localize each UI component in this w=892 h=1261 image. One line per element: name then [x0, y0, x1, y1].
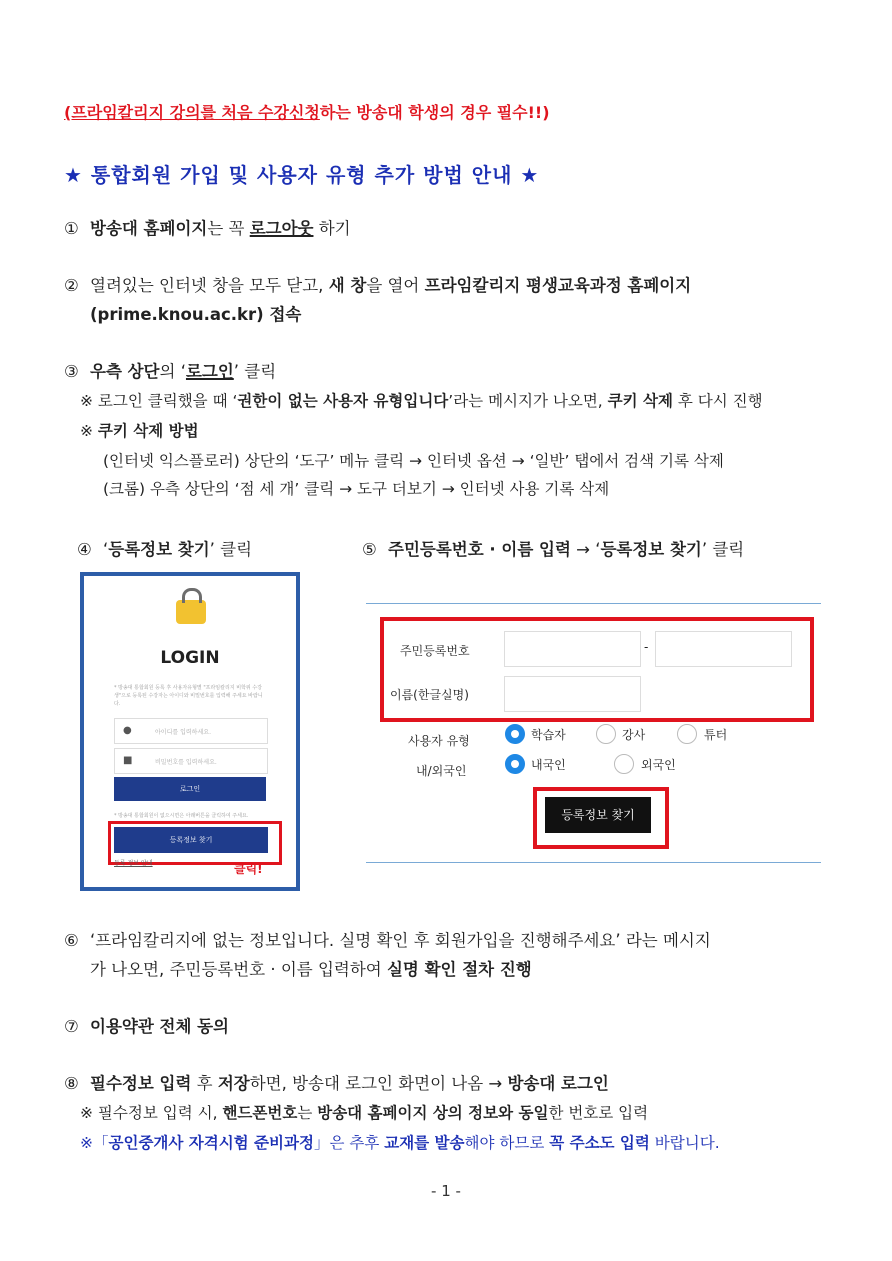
step-text: 저장	[217, 1074, 250, 1093]
step-1	[64, 214, 351, 243]
login-description: * 방송대 통합회원 등록 후 사용자유형별 "프라임칼리지 비학위 수강생"으로 등록된 수강자는 아이디와 비밀번호를 입력해 주세요 바랍니다.	[114, 685, 263, 707]
note-3b	[80, 417, 199, 446]
ssn-label: 주민등록번호	[400, 644, 470, 658]
ssn-second-input[interactable]	[655, 631, 792, 667]
note-text: 해야 하므로	[464, 1134, 550, 1152]
note-8b	[80, 1129, 720, 1158]
note-text: ’라는 메시지가 나오면,	[448, 392, 608, 410]
register-info-button[interactable]: 등록정보 찾기	[114, 827, 268, 853]
step-number: ④	[77, 540, 92, 559]
step-text: 하기	[313, 219, 351, 238]
note-text: 쿠키 삭제 방법	[97, 422, 199, 440]
notice-underlined: (프라임칼리지 강의를 처음 수강신청	[64, 103, 320, 122]
step-text: 후	[191, 1074, 218, 1093]
note-text: ※	[80, 422, 98, 440]
step-number: ⑦	[64, 1017, 79, 1036]
step-text: 주민등록번호 · 이름 입력	[388, 540, 571, 559]
id-input[interactable]	[114, 718, 268, 744]
step-text: 로그인	[185, 362, 234, 381]
foreign-label: 외국인	[641, 758, 676, 772]
step-text: ’ 클릭	[233, 362, 277, 381]
learner-label: 학습자	[531, 728, 566, 742]
step-text: ’ 클릭	[209, 540, 253, 559]
step-text: 이용약관 전체 동의	[90, 1017, 230, 1036]
step-text: 방송대 홈페이지	[90, 219, 208, 238]
note-3c: (인터넷 익스플로러) 상단의 ‘도구’ 메뉴 클릭 → 인터넷 옵션 → ‘일반’ 탭에서 검색 기록 삭제	[103, 452, 724, 470]
lock-icon	[176, 600, 206, 624]
step-4	[77, 535, 252, 564]
login-screenshot	[80, 572, 300, 891]
name-label: 이름(한글실명)	[390, 688, 469, 702]
step-6	[64, 926, 834, 984]
step-text: 열려있는 인터넷 창을 모두 닫고,	[90, 276, 329, 295]
note-text: 핸드폰번호	[222, 1104, 298, 1122]
password-input[interactable]	[114, 748, 268, 774]
step-text: 방송대 로그인	[507, 1074, 609, 1093]
step-number: ③	[64, 362, 79, 381]
instructor-label: 강사	[622, 728, 646, 742]
domestic-radio[interactable]	[505, 754, 525, 774]
step-8	[64, 1069, 609, 1098]
tutor-label: 튜터	[704, 728, 728, 742]
step-text: 새 창	[328, 276, 367, 295]
step-number: ①	[64, 219, 79, 238]
step-5	[362, 535, 744, 564]
step-number: ②	[64, 276, 79, 295]
step-text: 로그아웃	[249, 219, 314, 238]
notice-rest: 하는 방송대 학생의 경우 필수!!)	[319, 103, 550, 122]
step-text: ’ 클릭	[701, 540, 745, 559]
step-text: ‘프라임칼리지에 없는 정보입니다. 실명 확인 후 회원가입을 진행해주세요’ 라는 메시지	[90, 931, 711, 950]
instructor-radio[interactable]	[596, 724, 616, 744]
step-2	[64, 271, 834, 329]
nationality-label: 내/외국인	[416, 764, 467, 778]
note-text: 교재를 발송	[384, 1134, 465, 1152]
note-text: 방송대 홈페이지 상의 정보와 동일	[317, 1104, 549, 1122]
foreign-radio[interactable]	[614, 754, 634, 774]
note-text: 후 다시 진행	[672, 392, 763, 410]
step-number: ⑥	[64, 931, 79, 950]
note-text: 권한이 없는 사용자 유형입니다	[237, 392, 449, 410]
note-3d: (크롬) 우측 상단의 ‘점 세 개’ 클릭 → 도구 더보기 → 인터넷 사용 기록 삭제	[103, 480, 610, 498]
step-text: (prime.knou.ac.kr) 접속	[90, 305, 302, 324]
page-title: ★ 통합회원 가입 및 사용자 유형 추가 방법 안내 ★	[64, 163, 540, 187]
step-text: 가 나오면, 주민등록번호 · 이름 입력하여	[90, 960, 387, 979]
step-number: ⑤	[362, 540, 377, 559]
note-text: 공인중개사 자격시험 준비과정	[108, 1134, 314, 1152]
note-3a	[80, 387, 763, 416]
step-text: 필수정보 입력	[90, 1074, 192, 1093]
step-number: ⑧	[64, 1074, 79, 1093]
page-number: - 1 -	[431, 1182, 461, 1200]
note-text: ※「	[80, 1134, 109, 1152]
step-text: 하면, 방송대 로그인 화면이 나옴 →	[249, 1074, 508, 1093]
id-placeholder: 아이디를 입력하세요.	[155, 729, 211, 736]
password-placeholder: 비밀번호를 입력하세요.	[155, 759, 217, 766]
step-text: 을 열어	[366, 276, 425, 295]
note-text: 바랍니다.	[649, 1134, 720, 1152]
step-text: 등록정보 찾기	[600, 540, 702, 559]
lock-small-icon: ■	[123, 755, 133, 766]
learner-radio[interactable]	[505, 724, 525, 744]
login-button[interactable]: 로그인	[114, 777, 266, 801]
note-text: 쿠키 삭제	[607, 392, 673, 410]
click-label: 클릭!	[234, 862, 263, 876]
register-info-link[interactable]: 등록 정보 안내	[114, 860, 153, 867]
tutor-radio[interactable]	[677, 724, 697, 744]
name-input[interactable]	[504, 676, 641, 712]
form-bottom-divider	[366, 862, 821, 863]
usertype-label: 사용자 유형	[408, 734, 470, 748]
domestic-label: 내국인	[531, 758, 566, 772]
step-text: 우측 상단	[90, 362, 160, 381]
note-text: ※ 필수정보 입력 시,	[80, 1104, 223, 1122]
step-text: 는 꼭	[207, 219, 250, 238]
note-8a	[80, 1099, 648, 1128]
note-text: 는	[297, 1104, 318, 1122]
step-3	[64, 357, 276, 386]
note-text: 」은 추후	[313, 1134, 385, 1152]
step-7	[64, 1012, 229, 1041]
form-top-divider	[366, 603, 821, 604]
note-text: ※ 로그인 클릭했을 때 ‘	[80, 392, 238, 410]
ssn-dash: -	[644, 640, 649, 654]
notice-required	[64, 100, 550, 123]
step-text: 의 ‘	[159, 362, 186, 381]
step-text: 실명 확인 절차 진행	[386, 960, 532, 979]
note-text: 꼭 주소도 입력	[549, 1134, 650, 1152]
step-text: 프라임칼리지 평생교육과정 홈페이지	[424, 276, 692, 295]
login-notice: * 방송대 통합회원이 없으시면은 아래버튼을 클릭하여 주세요.	[114, 813, 249, 819]
find-registration-button[interactable]: 등록정보 찾기	[545, 797, 651, 833]
login-title: LOGIN	[160, 648, 220, 668]
ssn-first-input[interactable]	[504, 631, 641, 667]
user-icon: ●	[123, 725, 132, 736]
step-text: 등록정보 찾기	[108, 540, 210, 559]
step-text: ‘	[103, 540, 109, 559]
note-text: 한 번호로 입력	[548, 1104, 649, 1122]
step-text: → ‘	[570, 540, 601, 559]
